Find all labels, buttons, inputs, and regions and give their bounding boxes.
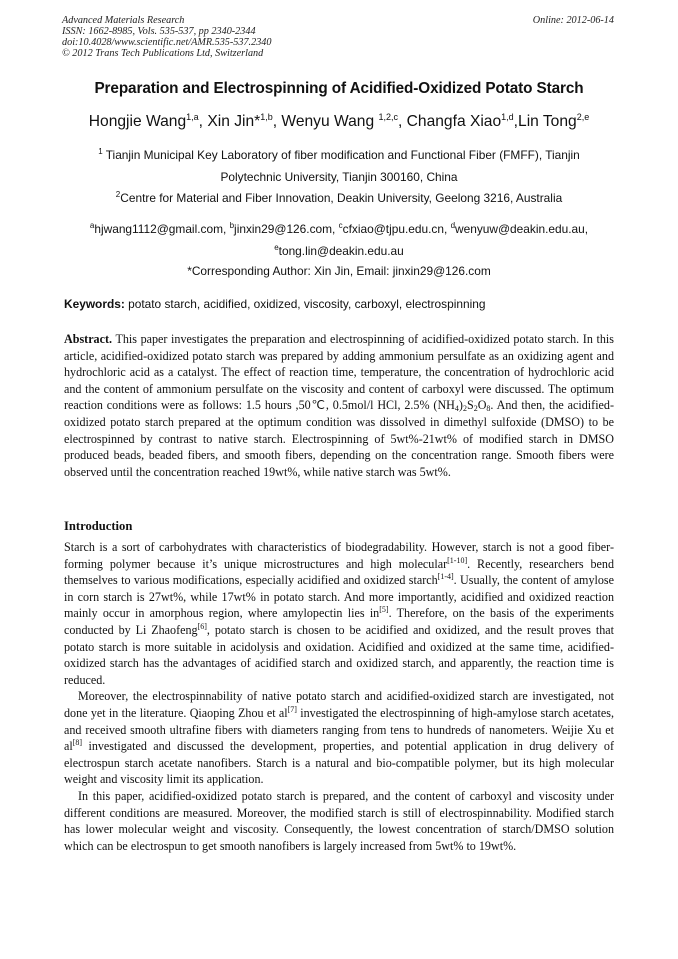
paragraph-text: Moreover, the electrospinnability of native potato starch and acidified-oxidized starch are investigated, not done yet in the literature. Qiaoping Zhou et al — [64, 689, 614, 720]
keywords-text: potato starch, acidified, oxidized, viscosity, carboxyl, electrospinning — [124, 297, 486, 311]
affiliation-1-line-2: Polytechnic University, Tianjin 300160, China — [220, 170, 458, 184]
paragraph-text: Starch is a sort of carbohydrates with characteristics of biodegradability. However, starch is not a good fiber-forming polymer because it’s unique microstructures and high molecular — [64, 540, 614, 571]
abstract — [64, 331, 614, 480]
email-mark: d — [450, 221, 456, 230]
author-emails-line-1 — [0, 222, 678, 236]
paper-title: Preparation and Electrospinning of Acidified-Oxidized Potato Starch — [94, 80, 584, 97]
email-link[interactable]: tong.lin@deakin.edu.au — [278, 244, 404, 258]
author-separator: , — [513, 113, 519, 130]
author-separator: , — [272, 113, 282, 130]
author-affiliation-mark: 1,a — [186, 112, 199, 122]
author-emails-line-2 — [0, 244, 678, 258]
subscript: 2 — [473, 404, 478, 414]
paragraph-text: . Therefore, on the basis of the experiments conducted by Li Zhaofeng — [64, 606, 614, 637]
affiliation-mark: 2 — [115, 190, 121, 199]
issn-line: ISSN: 1662-8985, Vols. 535-537, pp 2340-2344 — [62, 26, 256, 37]
affiliation-mark: 1 — [98, 147, 103, 156]
copyright-line: © 2012 Trans Tech Publications Ltd, Switzerland — [62, 48, 264, 59]
paragraph-text: investigated and discussed the development, properties, and potential application in drug delivery of electrospun starch acetate nanofibers. Starch is a natural and bio-compatible polymer, but its high molecular weight and viscosity limit its application. — [64, 739, 614, 787]
citation[interactable]: [1-4] — [437, 572, 454, 582]
citation[interactable]: [6] — [197, 621, 207, 631]
introduction-body — [64, 539, 614, 854]
section-heading: Introduction — [64, 519, 133, 533]
email-link[interactable]: hjwang1112@gmail.com, — [94, 222, 230, 236]
affiliation-text: Centre for Material and Fiber Innovation, Deakin University, Geelong 3216, Australia — [120, 191, 563, 205]
author-affiliation-mark: 1,b — [260, 112, 273, 122]
affiliation-text: Tianjin Municipal Key Laboratory of fiber modification and Functional Fiber (FMFF), Tianjin — [102, 148, 580, 162]
author-separator: , — [198, 113, 208, 130]
author-list — [0, 113, 678, 131]
subscript: 2 — [462, 404, 467, 414]
abstract-text: This paper investigates the preparation and electrospinning of acidified-oxidized potato starch. In this article, acidified-oxidized potato starch was prepared by adding ammonium persulfate as an oxidizing agent and hydrochloric acid as a catalyst. The effect of reaction time, temperature, the concentration of hydrochloric acid and the content of ammonium persulfate on the viscosity and content of carboxyl were discussed. The optimum reaction conditions were as follows: 1.5 hours ,50℃, 0.5mol/l HCl, 2.5% (NH — [64, 332, 614, 413]
doi-line[interactable]: doi:10.4028/www.scientific.net/AMR.535-537.2340 — [62, 37, 272, 48]
affiliation-2 — [0, 191, 678, 205]
author-affiliation-mark: 1,d — [501, 112, 514, 122]
author-name: Xin Jin* — [207, 113, 261, 130]
author-name: Lin Tong — [518, 113, 577, 130]
paragraph: In this paper, acidified-oxidized potato starch is prepared, and the content of carboxyl and viscosity under different conditions are measured. Moreover, the modified starch is still of electrospinnability. Modified starch has lower molecular weight and viscosity. Consequently, the lowest concentration of starch/DMSO solution which can be electrospun to get smooth nanofibers is largely increased from 5wt% to 19wt%. — [64, 788, 614, 853]
citation[interactable]: [8] — [72, 738, 83, 748]
email-mark: e — [274, 243, 279, 252]
paragraph — [64, 539, 614, 688]
subscript: 4 — [454, 404, 459, 414]
author-name: Hongjie Wang — [88, 113, 187, 130]
author-name: Changfa Xiao — [406, 113, 502, 130]
author-affiliation-mark: 1,2,c — [378, 112, 398, 122]
paragraph-text: investigated the electrospinning of high-amylose starch acetates, and received smooth ultrafine fibers with diameters ranging from tens to hundreds of nanometers. Weijie Xu et al — [64, 705, 614, 754]
email-mark: b — [229, 221, 235, 230]
author-name: Wenyu Wang — [281, 113, 379, 130]
keywords-label: Keywords: — [64, 297, 125, 311]
abstract-text: ) — [458, 398, 463, 413]
email-mark: a — [89, 221, 95, 230]
paragraph-text: , potato starch is chosen to be acidified and oxidized, and the result proves that potato starch is more suitable in acidolysis and oxidation. Acidified and oxidized at the same time, acidified-oxidized starch has the advantages of acidified starch and oxidized starch, and apparently, the reaction time is reduced. — [64, 622, 614, 687]
author-affiliation-mark: 2,e — [576, 112, 590, 122]
author-separator: , — [397, 113, 407, 130]
journal-name: Advanced Materials Research — [62, 15, 185, 26]
email-link[interactable]: wenyuw@deakin.edu.au, — [455, 222, 589, 236]
affiliation-1-line-1 — [0, 148, 678, 162]
paragraph-text: . Recently, researchers bend themselves to various modifications, especially acidified and oxidized starch — [64, 556, 614, 588]
subscript: 8 — [486, 404, 491, 414]
citation[interactable]: [7] — [287, 704, 297, 714]
email-mark: c — [338, 221, 343, 230]
abstract-text: . And then, the acidified-oxidized potato starch prepared at the optimum condition was dissolved in dimethyl sulfoxide (DMSO) to be electrospinned by contrast to native starch. Electrospinning of 5wt%-21wt% of modified starch in DMSO produced beads, beaded fibers, and smooth fibers, depending on the concentration range. Smooth fibers were observed until the concentration reached 19wt%, while native starch was 5wt%. — [64, 398, 614, 479]
online-date: Online: 2012-06-14 — [532, 15, 614, 26]
paragraph-text: . Usually, the content of amylose in corn starch is 27wt%, while 17wt% in potato starch. And more importantly, acidified and oxidized reaction mainly occur in amorphous region, where amylopectin lies in — [64, 573, 614, 621]
abstract-text: S — [466, 398, 474, 413]
email-link[interactable]: jinxin29@126.com, — [234, 222, 339, 236]
citation[interactable]: [1-10] — [447, 555, 468, 565]
abstract-text: O — [477, 398, 487, 413]
keywords — [64, 297, 485, 311]
citation[interactable]: [5] — [379, 605, 389, 615]
corresponding-author: *Corresponding Author: Xin Jin, Email: jinxin29@126.com — [187, 264, 491, 278]
abstract-label: Abstract. — [64, 332, 113, 346]
paragraph — [64, 688, 614, 788]
email-link[interactable]: cfxiao@tjpu.edu.cn, — [342, 222, 451, 236]
